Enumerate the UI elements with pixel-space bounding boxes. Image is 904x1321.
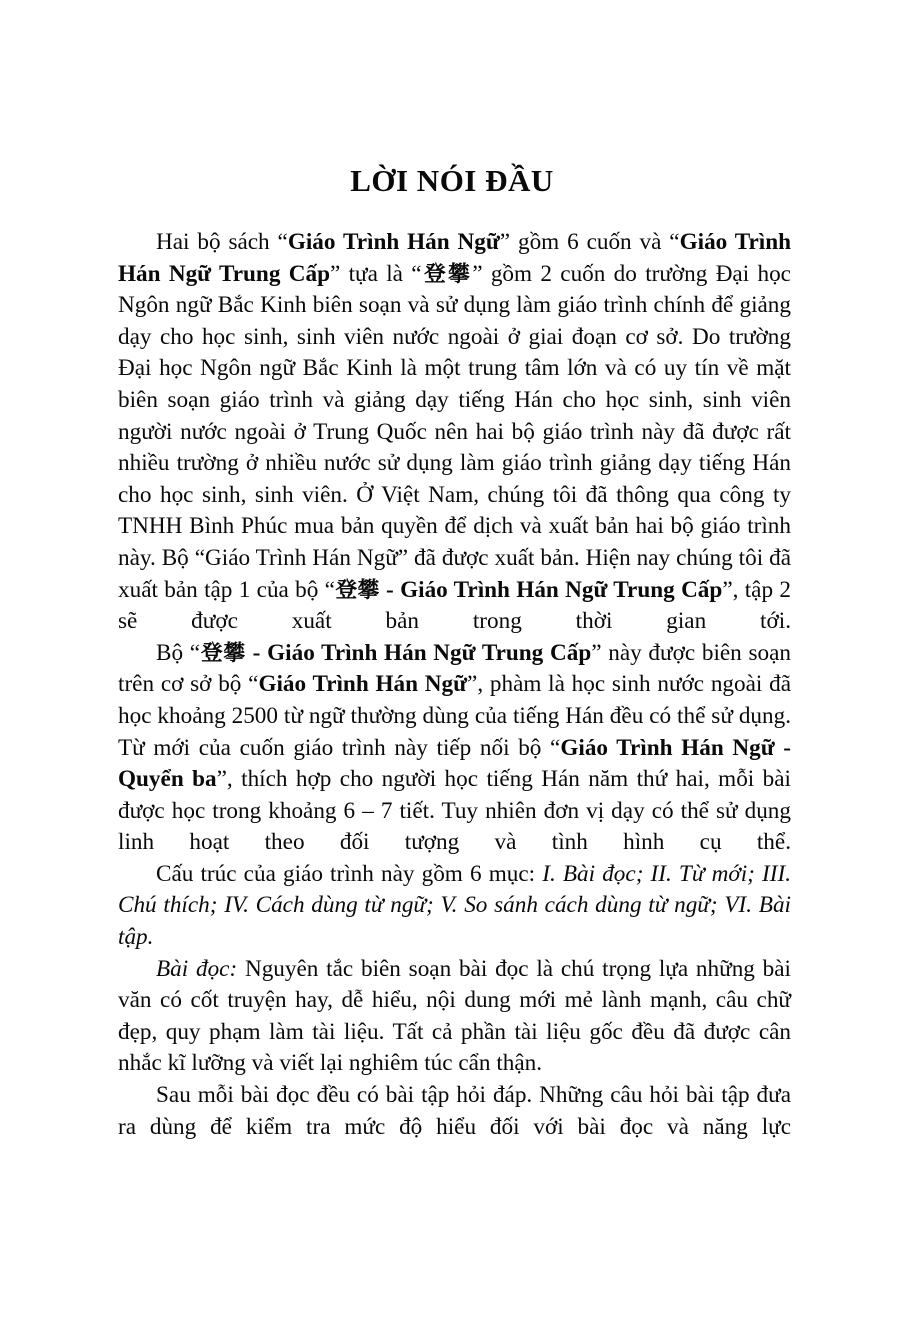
emphasis-bold: - Giáo Trình Hán Ngữ Trung Cấp <box>245 639 592 666</box>
chinese-title-text: 登攀 <box>334 577 380 603</box>
emphasis-bold: - Giáo Trình Hán Ngữ Trung Cấp <box>379 576 723 603</box>
chinese-title-text: 登攀 <box>421 261 473 287</box>
emphasis-italic: I. Bài đọc; II. Từ mới; III. Chú thích; IV. Cách dùng từ ngữ; V. So sánh cách dùng từ ngữ; VI. Bài tập. <box>118 860 792 951</box>
paragraph <box>118 638 791 859</box>
text-run: ”, tập 2 sẽ được xuất bản trong thời gian tới. <box>118 576 791 635</box>
text-run: ” tựa là “ <box>329 260 422 287</box>
paragraph <box>118 859 791 954</box>
emphasis-bold: Giáo Trình Hán Ngữ <box>258 671 468 698</box>
emphasis-bold: Giáo Trình Hán Ngữ Trung Cấp <box>118 229 791 287</box>
emphasis-bold: Giáo Trình Hán Ngữ - Quyển ba <box>118 734 791 793</box>
text-run: ”, phàm là học sinh nước ngoài đã học khoảng 2500 từ ngữ thường dùng của tiếng Hán đều có thể sử dụng. Từ mới của cuốn giáo trình này tiếp nối bộ “ <box>118 671 791 761</box>
page-title: LỜI NÓI ĐẦU <box>350 162 554 198</box>
chinese-title-text: 登攀 <box>200 640 246 666</box>
paragraph <box>118 227 791 638</box>
text-run: ”, thích hợp cho người học tiếng Hán năm thứ hai, mỗi bài được học trong khoảng 6 – 7 tiết. Tuy nhiên đơn vị dạy có thể sử dụng linh hoạt theo đối tượng và tình hình cụ thể. <box>118 766 791 856</box>
text-run: ” gồm 2 cuốn do trường Đại học Ngôn ngữ Bắc Kinh biên soạn và sử dụng làm giáo trình chính để giảng dạy cho học sinh, sinh viên nước ngoài ở giai đoạn cơ sở. Do trường Đại học Ngôn ngữ Bắc Kinh là một trung tâm lớn và có uy tín về mặt biên soạn giáo trình và giảng dạy tiếng Hán cho học sinh, sinh viên người nước ngoài ở Trung Quốc nên hai bộ giáo trình này đã được rất nhiều trường ở nhiều nước sử dụng làm giáo trình giảng dạy tiếng Hán cho học sinh, sinh viên. Ở Việt Nam, chúng tôi đã thông qua công ty TNHH Bình Phúc mua bản quyền để dịch và xuất bản hai bộ giáo trình này. Bộ “Giáo Trình Hán Ngữ” đã được xuất bản. Hiện nay chúng tôi đã xuất bản tập 1 của bộ “ <box>118 260 791 603</box>
body-text-block <box>118 227 791 1143</box>
text-run: Bộ “ <box>156 639 201 666</box>
text-run: ” gồm 6 cuốn và “ <box>499 229 680 255</box>
paragraph <box>118 1080 791 1143</box>
text-run: Sau mỗi bài đọc đều có bài tập hỏi đáp. Những câu hỏi bài tập đưa ra dùng để kiểm tra mức độ hiểu đối với bài đọc và năng lực <box>118 1082 791 1140</box>
emphasis-italic: Bài đọc: <box>156 955 238 982</box>
text-run: Nguyên tắc biên soạn bài đọc là chú trọng lựa những bài văn có cốt truyện hay, dễ hiểu, nội dung mới mẻ lành mạnh, câu chữ đẹp, quy phạm làm tài liệu. Tất cả phần tài liệu gốc đều đã được cân nhắc kĩ lưỡng và viết lại nghiêm túc cẩn thận. <box>118 955 791 1077</box>
text-run: Hai bộ sách “ <box>156 229 288 255</box>
text-run: ” này được biên soạn trên cơ sở bộ “ <box>118 639 791 698</box>
text-run: Cấu trúc của giáo trình này gồm 6 mục: <box>156 860 543 887</box>
emphasis-bold: Giáo Trình Hán Ngữ <box>287 229 500 255</box>
paragraph <box>118 954 791 1080</box>
